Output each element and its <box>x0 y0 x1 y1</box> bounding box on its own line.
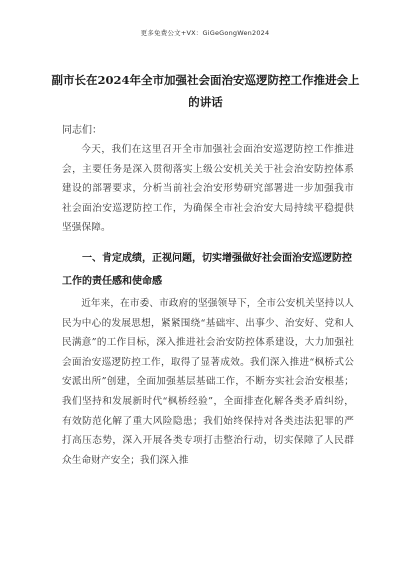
document-title: 副市长在2024年全市加强社会面治安巡逻防控工作推进会上的讲话 <box>51 73 360 109</box>
section-1-paragraph: 近年来，在市委、市政府的坚强领导下，全市公安机关坚持以人民为中心的发展思想，紧紧围绕“基础牢、出事少、治安好、党和人民满意”的工作目标，深入推进社会治安防控体系建设，大力加强社会面治安巡逻防控工作，取得了显著成效。我们深入推进“枫桥式公安派出所”创建，全面加强基层基础工作，不断夯实社会治安根基；我们坚持和发展新时代“枫桥经验”，全面排查化解各类矛盾纠纷，有效防范化解了重大风险隐患；我们始终保持对各类违法犯罪的严打高压态势，深入开展各类专项打击整治行动，切实保障了人民群众生命财产安全；我们深入推 <box>62 298 355 466</box>
salutation: 同志们： <box>62 125 102 136</box>
section-heading-1: 一、肯定成绩，正视问题，切实增强做好社会面治安巡逻防控工作的责任感和使命感 <box>62 253 352 287</box>
intro-paragraph: 今天，我们在这里召开全市加强社会面治安巡逻防控工作推进会，主要任务是深入贯彻落实上级公安机关关于社会治安防控体系建设的部署要求，分析当前社会治安形势研究部署进一步加强我市社会面治安巡逻防控工作，为确保全市社会治安大局持续平稳提供坚强保障。 <box>62 144 354 234</box>
header-note: 更多免费公文+VX：GiGeGongWen2024 <box>140 29 270 37</box>
